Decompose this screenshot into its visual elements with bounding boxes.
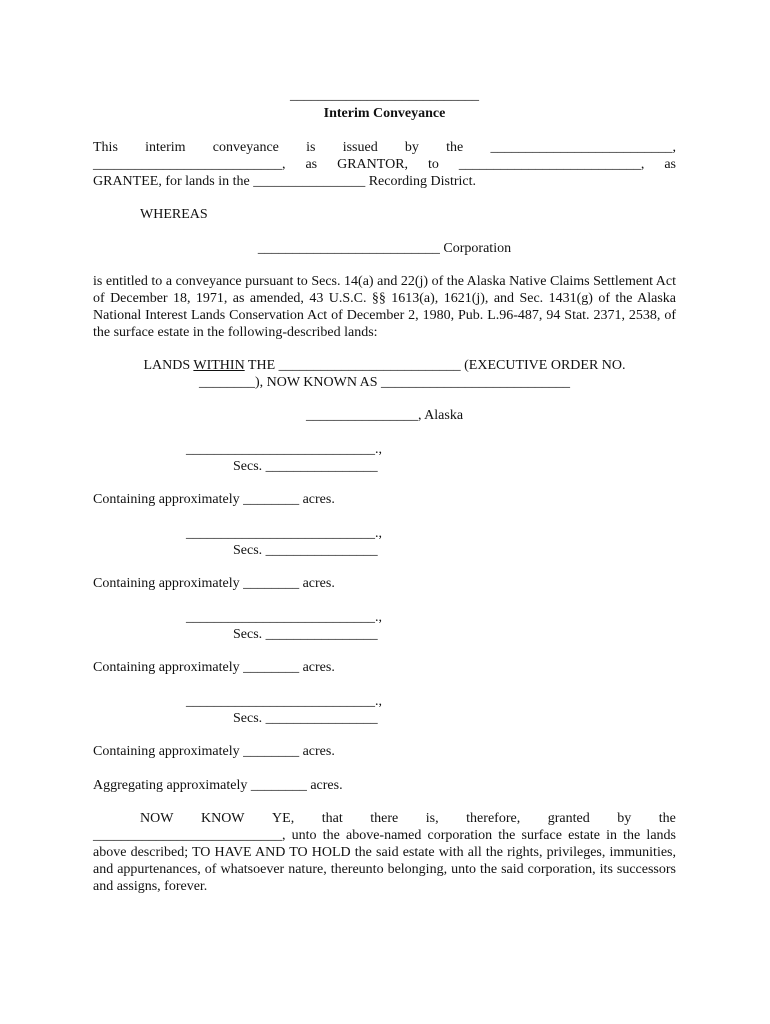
parcel-secs: Secs. ________________	[233, 459, 378, 474]
parcel-meridian: ___________________________.,	[186, 442, 382, 457]
parcel-1	[186, 441, 382, 475]
parcel-secs: Secs. ________________	[233, 711, 378, 726]
aggregating-line: Aggregating approximately ________ acres.	[93, 778, 343, 793]
parcel-secs: Secs. ________________	[233, 627, 378, 642]
title-blank-line: ___________________________	[290, 88, 479, 103]
parcel-2-containing: Containing approximately ________ acres.	[93, 576, 335, 591]
now-know-body: ___________________________, unto the above-named corporation the surface estate in the lands above described; TO HAVE AND TO HOLD the said estate with all the rights, privileges, immunities, and appurtenances, of whatsoever nature, thereunto belonging, unto the said corporation, its successors and assigns, forever.	[93, 828, 676, 894]
parcel-meridian: ___________________________.,	[186, 610, 382, 625]
document-title: Interim Conveyance	[323, 106, 446, 121]
parcel-3	[186, 609, 382, 643]
now-know-paragraph	[93, 810, 676, 895]
lands-line-1: LANDS WITHIN THE __________________________ (EXECUTIVE ORDER NO.	[143, 358, 626, 373]
parcel-4	[186, 693, 382, 727]
parcel-meridian: ___________________________.,	[186, 694, 382, 709]
parcel-secs: Secs. ________________	[233, 543, 378, 558]
intro-paragraph	[93, 139, 676, 190]
intro-line-1: This interim conveyance is issued by the __________________________,	[93, 140, 676, 155]
intro-line-2: ___________________________, as GRANTOR, to __________________________, as	[93, 157, 676, 172]
lands-description	[93, 357, 676, 391]
parcel-1-containing: Containing approximately ________ acres.	[93, 492, 335, 507]
intro-line-3: GRANTEE, for lands in the ________________ Recording District.	[93, 174, 477, 189]
parcel-2	[186, 525, 382, 559]
parcel-4-containing: Containing approximately ________ acres.	[93, 744, 335, 759]
entitled-paragraph: is entitled to a conveyance pursuant to Secs. 14(a) and 22(j) of the Alaska Native Claims Settlement Act of December 18, 1971, as amended, 43 U.S.C. §§ 1613(a), 1621(j), and Sec. 1431(g) of the Alaska National Interest Lands Conservation Act of December 2, 1980, Pub. L.96-487, 94 Stat. 2371, 2538, of the surface estate in the following-described lands:	[93, 274, 676, 340]
corporation-line: __________________________ Corporation	[257, 241, 512, 256]
now-know-line-1: NOW KNOW YE, that there is, therefore, granted by the	[140, 811, 676, 826]
lands-line-2: ________), NOW KNOWN AS ___________________________	[198, 375, 571, 390]
whereas-heading: WHEREAS	[140, 207, 208, 222]
alaska-line: ________________, Alaska	[305, 408, 464, 423]
within-underlined: WITHIN	[193, 358, 245, 373]
parcel-meridian: ___________________________.,	[186, 526, 382, 541]
parcel-3-containing: Containing approximately ________ acres.	[93, 660, 335, 675]
